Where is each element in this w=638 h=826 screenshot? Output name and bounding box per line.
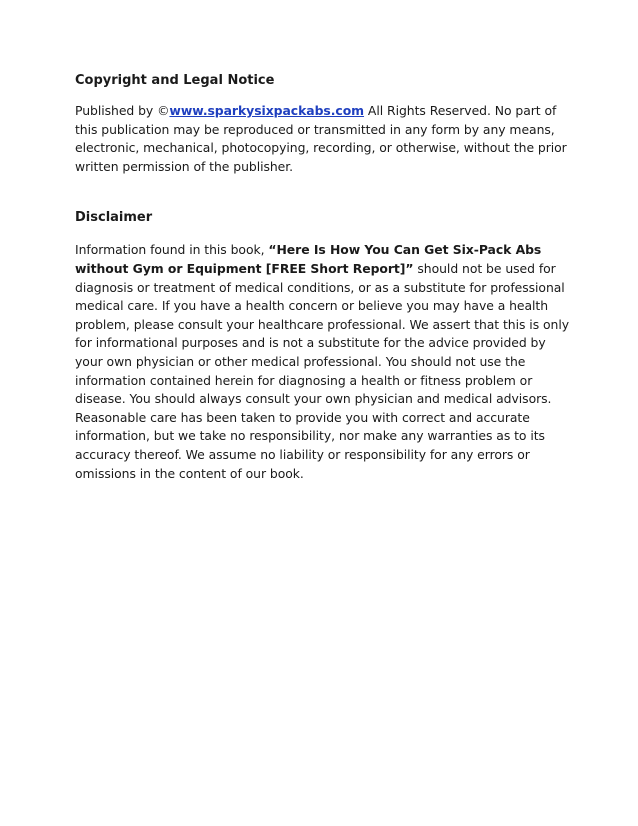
disclaimer-text-after-title: should not be used for diagnosis or treatment of medical conditions, or as a substitute for professional medical care. If you have a health concern or believe you may have a health problem, please consult your healthcare professional. We assert that this is only for informational purposes and is not a substitute for the advice provided by your own physician or other medical professional. You should not use the information contained herein for diagnosing a health or fitness problem or disease. You should always consult your own physician and medical advisors. Reasonable care has been taken to provide you with correct and accurate information, but we take no responsibility, nor make any warranties as to its accuracy thereof. We assume no liability or responsibility for any errors or omissions in the content of our book. <box>75 260 569 481</box>
copyright-paragraph <box>75 102 569 176</box>
book-title: “Here Is How You Can Get Six-Pack Abs without Gym or Equipment [FREE Short Report]” <box>75 242 542 276</box>
copyright-text-before-link: Published by © <box>75 103 170 118</box>
copyright-heading: Copyright and Legal Notice <box>75 73 275 88</box>
publisher-website-link[interactable]: www.sparkysixpackabs.com <box>169 103 365 118</box>
disclaimer-paragraph <box>75 241 569 483</box>
document-page <box>75 72 569 483</box>
disclaimer-text-before-title: Information found in this book, <box>75 242 269 258</box>
copyright-text-after-link: All Rights Reserved. No part of this publication may be reproduced or transmitted in any form by any means, electronic, mechanical, photocopying, recording, or otherwise, without the prior written permission of the publisher. <box>75 103 567 174</box>
disclaimer-heading: Disclaimer <box>75 210 153 226</box>
